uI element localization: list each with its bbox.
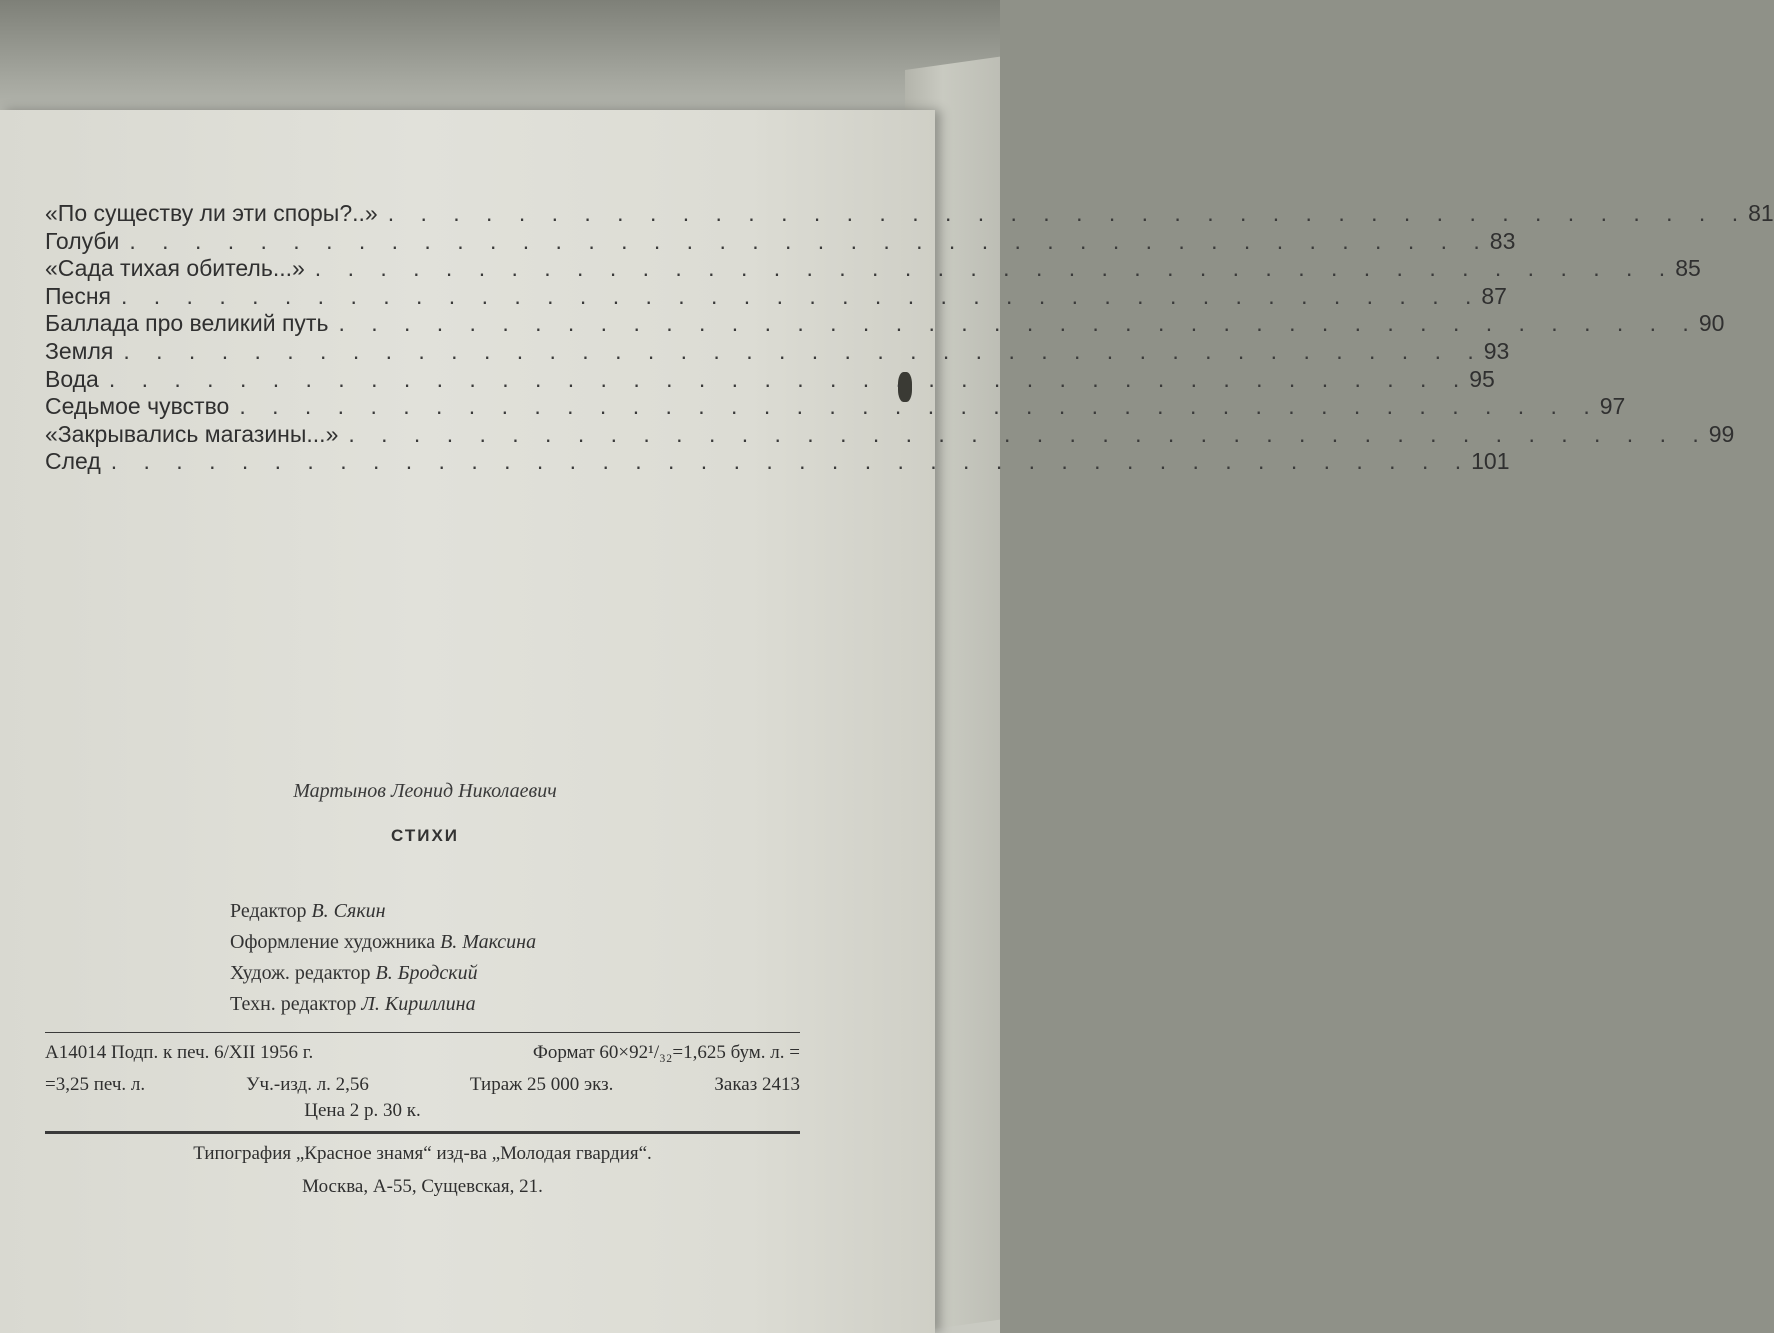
- credit-role: Худож. редактор: [230, 962, 371, 984]
- toc-row: [45, 255, 1701, 283]
- toc-leader-dots: . . . . . . . . . . . . . . . . . . . . . . . . . . . . . . . . . . . . . . . . . .: [348, 420, 1709, 447]
- toc-leader-dots: . . . . . . . . . . . . . . . . . . . . . . . . . . . . . . . . . . . . . . . . . .: [314, 255, 1676, 282]
- toc-leader-dots: . . . . . . . . . . . . . . . . . . . . . . . . . . . . . . . . . . . . . . . . . .: [110, 448, 1472, 475]
- credit-line: [230, 993, 536, 1024]
- toc-title: Земля: [45, 337, 114, 364]
- imprint-text: Тираж 25 000 экз.: [469, 1074, 614, 1095]
- toc-title: Седьмое чувство: [45, 393, 230, 420]
- credit-name: В. Бродский: [375, 962, 478, 984]
- toc-leader-dots: . . . . . . . . . . . . . . . . . . . . . . . . . . . . . . . . . . . . . . . . . .: [120, 282, 1482, 309]
- toc-title: Песня: [45, 282, 111, 309]
- toc-leader-dots: . . . . . . . . . . . . . . . . . . . . . . . . . . . . . . . . . . . . . . . . . .: [387, 200, 1749, 226]
- imprint-line: [45, 1100, 800, 1122]
- toc-row: [45, 310, 1725, 338]
- toc-leader-dots: . . . . . . . . . . . . . . . . . . . . . . . . . . . . . . . . . . . . . . . . . .: [129, 227, 1490, 254]
- toc-page-number: 87: [1481, 282, 1507, 309]
- toc-title: «Сада тихая обитель...»: [45, 255, 305, 282]
- credit-role: Оформление художника: [230, 931, 436, 953]
- credit-line: [230, 931, 536, 962]
- printer-address: Москва, А-55, Сущевская, 21.: [302, 1176, 543, 1197]
- credit-name: Л. Кириллина: [361, 993, 476, 1015]
- imprint-text: А14014 Подп. к печ. 6/XII 1956 г.: [45, 1042, 314, 1063]
- credit-line: [230, 962, 536, 993]
- toc-title: Вода: [45, 365, 99, 392]
- toc-page-number: 83: [1489, 227, 1516, 254]
- toc-title: Голуби: [45, 227, 120, 254]
- toc-leader-dots: . . . . . . . . . . . . . . . . . . . . . . . . . . . . . . . . . . . . . . . . . .: [338, 310, 1699, 337]
- credits-block: [230, 900, 536, 1024]
- imprint-line: [45, 1074, 800, 1096]
- toc-title: След: [45, 448, 101, 475]
- credit-role: Техн. редактор: [230, 993, 357, 1015]
- imprint-text: Заказ 2413: [714, 1074, 800, 1095]
- toc-leader-dots: . . . . . . . . . . . . . . . . . . . . . . . . . . . . . . . . . . . . . . . . . .: [108, 365, 1470, 392]
- toc-page-number: 90: [1698, 310, 1725, 337]
- credit-role: Редактор: [230, 900, 307, 922]
- credit-name: В. Сякин: [311, 900, 386, 922]
- imprint-text: Формат 60×92¹/₃₂=1,625 бум. л. =: [532, 1042, 800, 1063]
- printer-line: Типография „Красное знамя“ изд-ва „Молодая гвардия“.: [193, 1143, 652, 1164]
- toc-row: [45, 227, 1516, 256]
- credit-name: В. Максина: [440, 931, 537, 953]
- book-title: СТИХИ: [390, 826, 459, 845]
- toc-row: [45, 365, 1495, 394]
- toc-leader-dots: . . . . . . . . . . . . . . . . . . . . . . . . . . . . . . . . . . . . . . . . . .: [239, 393, 1600, 420]
- author-name: Мартынов Леонид Николаевич: [293, 780, 557, 802]
- toc-row: [45, 200, 1774, 228]
- divider-thin: [45, 1032, 800, 1033]
- table-of-contents: [45, 200, 1774, 476]
- toc-row: [45, 393, 1626, 421]
- toc-row: [45, 282, 1507, 311]
- toc-page-number: 93: [1483, 337, 1510, 364]
- toc-row: [45, 337, 1510, 366]
- divider-thick: [45, 1131, 800, 1134]
- toc-row: [45, 448, 1510, 476]
- credit-line: [230, 900, 536, 931]
- toc-page-number: 85: [1675, 255, 1701, 282]
- toc-page-number: 99: [1708, 420, 1735, 447]
- toc-title: Баллада про великий путь: [45, 310, 329, 337]
- toc-row: [45, 420, 1735, 449]
- toc-leader-dots: . . . . . . . . . . . . . . . . . . . . . . . . . . . . . . . . . . . . . . . . . .: [123, 337, 1484, 364]
- toc-title: «Закрывались магазины...»: [45, 420, 339, 447]
- price-text: Цена 2 р. 30 к.: [304, 1100, 421, 1121]
- toc-page-number: 97: [1599, 393, 1626, 420]
- toc-page-number: 81: [1748, 200, 1774, 226]
- imprint-text: =3,25 печ. л.: [45, 1074, 146, 1095]
- imprint-line: [45, 1042, 800, 1064]
- imprint-text: Уч.-изд. л. 2,56: [246, 1074, 369, 1095]
- toc-page-number: 95: [1469, 365, 1495, 392]
- toc-title: «По существу ли эти споры?..»: [45, 200, 378, 226]
- toc-page-number: 101: [1471, 448, 1510, 475]
